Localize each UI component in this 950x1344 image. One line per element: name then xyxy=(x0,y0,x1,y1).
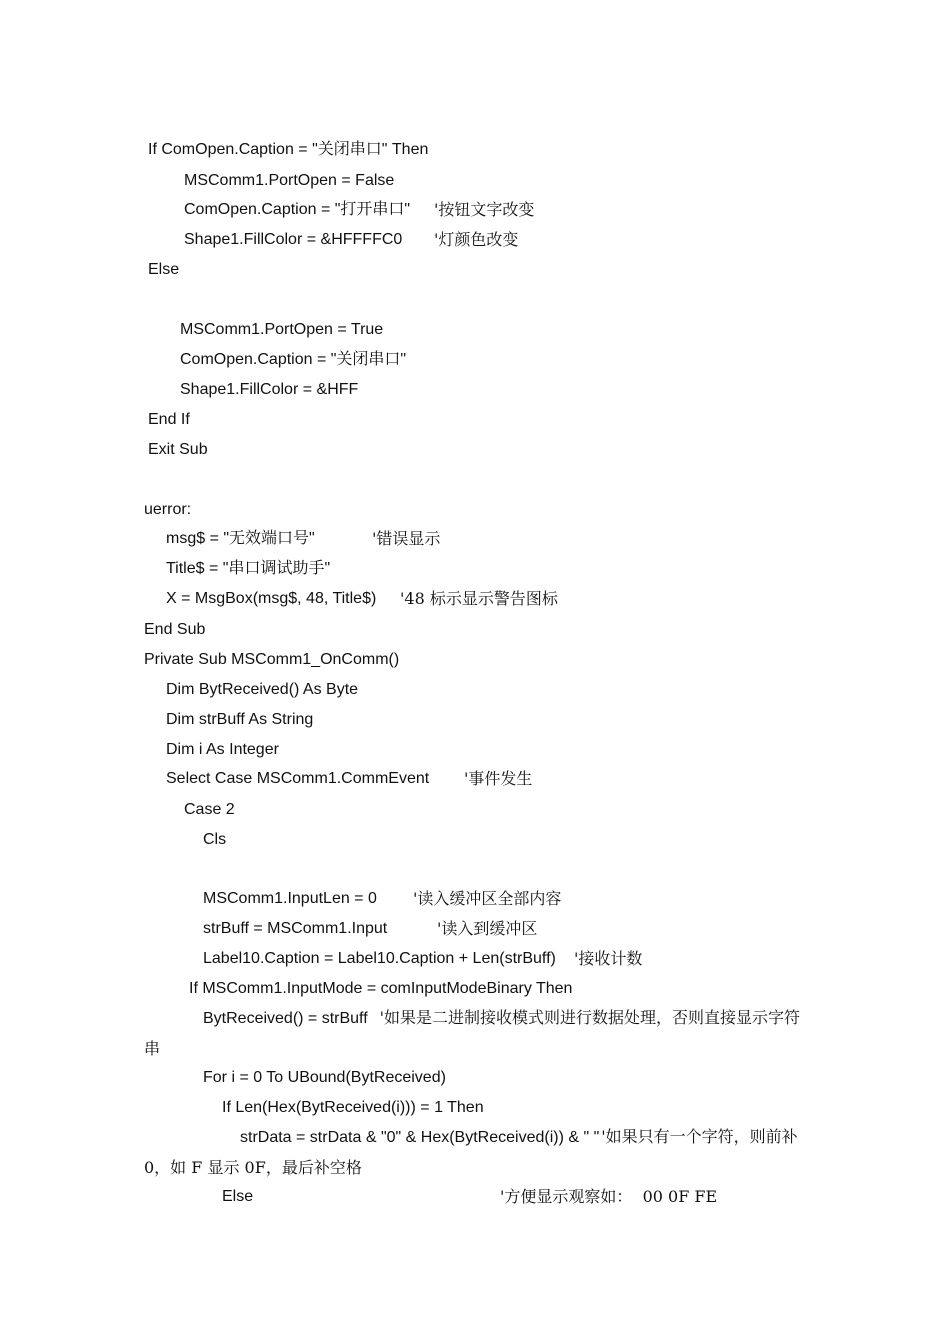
code-line: If Len(Hex(BytReceived(i))) = 1 Then xyxy=(222,1099,484,1116)
code-comment: '错误显示 xyxy=(372,529,441,548)
code-comment: '48 标示显示警告图标 xyxy=(400,589,558,608)
code-line: Title$ = "串口调试助手" xyxy=(166,560,331,577)
code-line: Dim BytReceived() As Byte xyxy=(166,681,359,698)
code-comment: '按钮文字改变 xyxy=(434,200,535,219)
code-line: msg$ = "无效端口号" '错误显示 xyxy=(166,529,441,548)
code-comment: '如果是二进制接收模式则进行数据处理，否则直接显示字符串 xyxy=(144,1008,801,1058)
code-line: Exit Sub xyxy=(148,441,208,458)
code-line: strBuff = MSComm1.Input '读入到缓冲区 xyxy=(203,919,538,938)
code-line: Private Sub MSComm1_OnComm() xyxy=(144,651,400,668)
code-line: ComOpen.Caption = "打开串口" '按钮文字改变 xyxy=(184,200,535,219)
code-comment: '读入缓冲区全部内容 xyxy=(413,889,562,908)
code-comment: '接收计数 xyxy=(574,949,643,968)
code-comment: '如果只有一个字符，则前补 0，如 F 显示 0F，最后补空格 xyxy=(144,1127,798,1177)
code-line: Case 2 xyxy=(184,801,235,818)
code-line: Cls xyxy=(203,831,227,848)
code-line: For i = 0 To UBound(BytReceived) xyxy=(203,1069,446,1086)
code-line: Dim strBuff As String xyxy=(166,711,314,728)
code-line: Select Case MSComm1.CommEvent '事件发生 xyxy=(166,769,533,788)
code-line: ComOpen.Caption = "关闭串口" xyxy=(180,351,407,368)
code-line: If ComOpen.Caption = "关闭串口" Then xyxy=(148,141,429,158)
code-line: Shape1.FillColor = &HFF xyxy=(180,381,359,398)
code-line: End If xyxy=(148,411,190,428)
code-line-wrapped: strData = strData & "0" & Hex(BytReceived(i)) & " " '如果只有一个字符，则前补 0，如 F 显示 0F，最后补空格 xyxy=(144,1127,798,1177)
code-comment: '灯颜色改变 xyxy=(434,230,519,249)
code-comment: '事件发生 xyxy=(464,769,533,788)
code-line: Shape1.FillColor = &HFFFFC0 '灯颜色改变 xyxy=(184,230,519,249)
code-line: Dim i As Integer xyxy=(166,741,279,758)
code-line: MSComm1.PortOpen = True xyxy=(180,321,384,338)
code-line: MSComm1.PortOpen = False xyxy=(184,172,395,189)
code-line: MSComm1.InputLen = 0 '读入缓冲区全部内容 xyxy=(203,889,562,908)
code-label: uerror: xyxy=(144,501,192,518)
code-line: Else '方便显示观察如： 00 0F FE xyxy=(222,1187,718,1206)
code-comment: '读入到缓冲区 xyxy=(437,919,538,938)
code-line: X = MsgBox(msg$, 48, Title$) '48 标示显示警告图标 xyxy=(166,589,558,608)
code-line: Else xyxy=(148,261,180,278)
code-line: Label10.Caption = Label10.Caption + Len(strBuff) '接收计数 xyxy=(203,949,643,968)
code-line: End Sub xyxy=(144,621,206,638)
code-line: If MSComm1.InputMode = comInputModeBinary Then xyxy=(189,980,573,997)
code-line-wrapped: BytReceived() = strBuff '如果是二进制接收模式则进行数据处理，否则直接显示字符串 xyxy=(144,1008,801,1058)
code-comment: '方便显示观察如： 00 0F FE xyxy=(500,1187,718,1206)
